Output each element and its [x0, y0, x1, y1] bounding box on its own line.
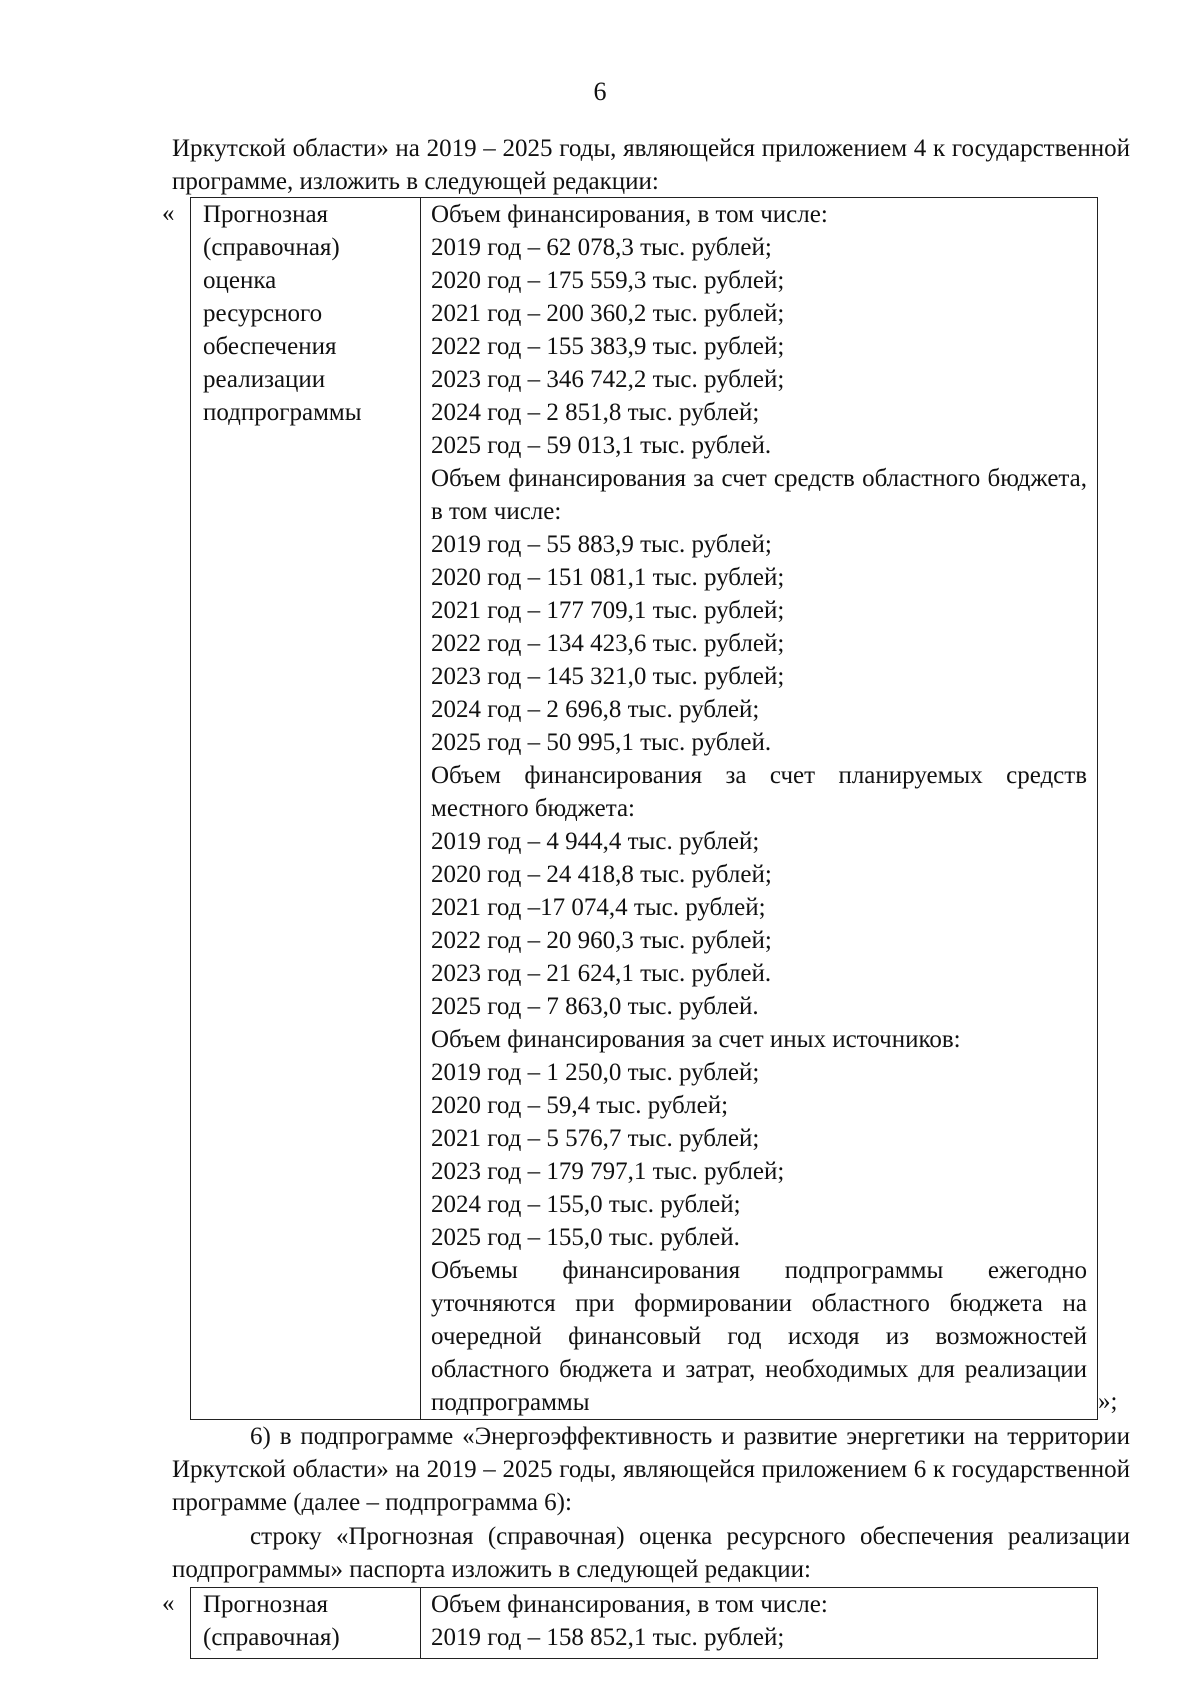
resource-estimate-table-1 [190, 197, 1098, 1420]
funding-line: 2021 год – 5 576,7 тыс. рублей; [431, 1125, 760, 1152]
page-number: 6 [593, 77, 607, 106]
row-instruction-paragraph: строку «Прогнозная (справочная) оценка ресурсного обеспечения реализации подпрограммы» паспорта изложить в следующей редакции: [172, 1523, 1130, 1583]
funding-line: 2019 год – 4 944,4 тыс. рублей; [431, 828, 760, 855]
funding-heading: Объем финансирования, в том числе: [431, 1591, 828, 1618]
funding-line: 2023 год – 346 742,2 тыс. рублей; [431, 366, 785, 393]
table1-label-line: ресурсного [203, 300, 323, 327]
table2-right-cell [421, 1588, 1097, 1658]
funding-line: 2023 год – 145 321,0 тыс. рублей; [431, 663, 785, 690]
funding-line: 2023 год – 179 797,1 тыс. рублей; [431, 1158, 785, 1185]
funding-line: 2019 год – 158 852,1 тыс. рублей; [431, 1624, 785, 1651]
funding-line: 2020 год – 24 418,8 тыс. рублей; [431, 861, 772, 888]
table1-left-cell [191, 198, 421, 1419]
funding-line: 2024 год – 155,0 тыс. рублей; [431, 1191, 741, 1218]
resource-estimate-table-2 [190, 1587, 1098, 1659]
funding-line: 2019 год – 1 250,0 тыс. рублей; [431, 1059, 760, 1086]
funding-line: 2025 год – 50 995,1 тыс. рублей. [431, 729, 772, 756]
funding-line: 2022 год – 20 960,3 тыс. рублей; [431, 927, 772, 954]
intro-paragraph: Иркутской области» на 2019 – 2025 годы, являющейся приложением 4 к государственной программе, изложить в следующей редакции: [172, 135, 1130, 195]
table1-label-line: оценка [203, 267, 277, 294]
table2-label-line: (справочная) [203, 1624, 340, 1651]
funding-line: 2019 год – 62 078,3 тыс. рублей; [431, 234, 772, 261]
table1-label-line: подпрограммы [203, 399, 362, 426]
funding-line: 2024 год – 2 696,8 тыс. рублей; [431, 696, 760, 723]
table2-label-line: Прогнозная [203, 1591, 329, 1618]
funding-heading: Объем финансирования за счет средств областного бюджета, в том числе: [431, 465, 1087, 525]
funding-heading: Объем финансирования за счет планируемых средств местного бюджета: [431, 762, 1087, 822]
funding-line: 2019 год – 55 883,9 тыс. рублей; [431, 531, 772, 558]
funding-note: Объемы финансирования подпрограммы ежегодно уточняются при формировании областного бюджета на очередной финансовый год исходя из возможностей областного бюджета и затрат, необходимых для реализации подпрограммы [431, 1257, 1087, 1416]
funding-line: 2025 год – 7 863,0 тыс. рублей. [431, 993, 759, 1020]
funding-heading: Объем финансирования за счет иных источников: [431, 1026, 961, 1053]
table1-label-line: Прогнозная [203, 201, 329, 228]
funding-line: 2020 год – 151 081,1 тыс. рублей; [431, 564, 785, 591]
funding-line: 2021 год – 200 360,2 тыс. рублей; [431, 300, 785, 327]
funding-line: 2020 год – 175 559,3 тыс. рублей; [431, 267, 785, 294]
funding-line: 2022 год – 155 383,9 тыс. рублей; [431, 333, 785, 360]
funding-line: 2020 год – 59,4 тыс. рублей; [431, 1092, 729, 1119]
funding-line: 2024 год – 2 851,8 тыс. рублей; [431, 399, 760, 426]
funding-heading: Объем финансирования, в том числе: [431, 201, 828, 228]
funding-line: 2023 год – 21 624,1 тыс. рублей. [431, 960, 772, 987]
table1-right-cell [421, 198, 1097, 1419]
table1-close-quote: »; [1098, 1388, 1118, 1415]
table1-open-quote: « [162, 200, 175, 227]
table1-label-line: обеспечения [203, 333, 337, 360]
item-6-paragraph: 6) в подпрограмме «Энергоэффективность и развитие энергетики на территории Иркутской области» на 2019 – 2025 годы, являющейся приложением 6 к государственной программе (далее – подпрограмма 6): [172, 1423, 1130, 1516]
table2-open-quote: « [162, 1590, 175, 1617]
funding-line: 2025 год – 59 013,1 тыс. рублей. [431, 432, 772, 459]
funding-line: 2025 год – 155,0 тыс. рублей. [431, 1224, 740, 1251]
funding-line: 2021 год – 177 709,1 тыс. рублей; [431, 597, 785, 624]
table1-label-line: реализации [203, 366, 326, 393]
funding-line: 2022 год – 134 423,6 тыс. рублей; [431, 630, 785, 657]
table1-label-line: (справочная) [203, 234, 340, 261]
funding-line: 2021 год –17 074,4 тыс. рублей; [431, 894, 766, 921]
table2-left-cell [191, 1588, 421, 1658]
